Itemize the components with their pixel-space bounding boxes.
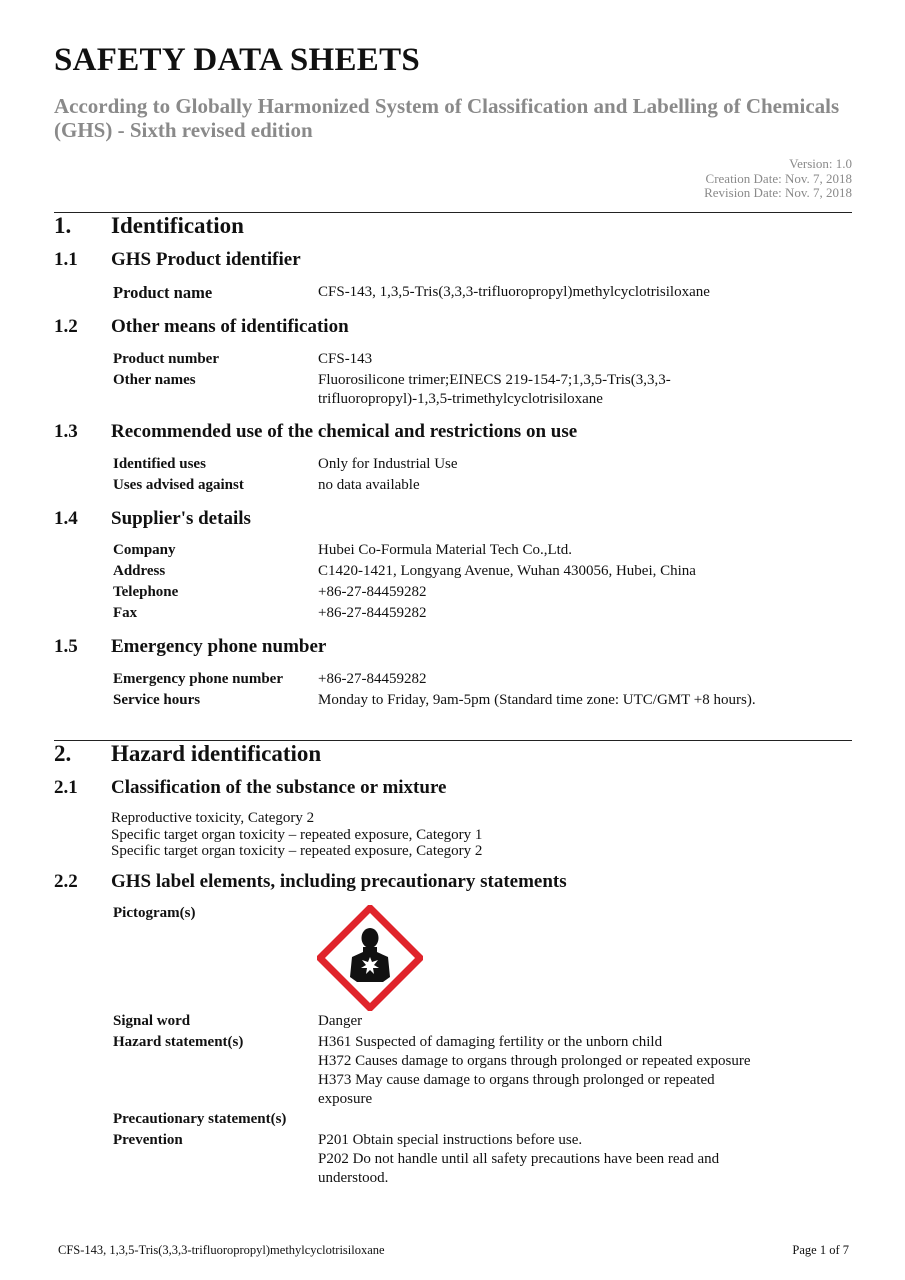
field-value: Only for Industrial Use xyxy=(318,456,458,472)
subsection-title: GHS label elements, including precautionary statements xyxy=(111,871,567,892)
section-1-2-heading xyxy=(54,316,349,338)
subsection-title: GHS Product identifier xyxy=(111,249,301,270)
field-value: CFS-143 xyxy=(318,351,373,367)
field-value: no data available xyxy=(318,477,420,493)
field-label: Prevention xyxy=(113,1132,183,1148)
hazard-statement: H373 May cause damage to organs through prolonged or repeated exposure xyxy=(318,1072,715,1107)
section-1-4-heading xyxy=(54,508,251,530)
field-value xyxy=(318,1033,798,1109)
precautionary-statement: P201 Obtain special instructions before use. xyxy=(318,1132,583,1148)
field-label: Fax xyxy=(113,605,138,621)
field-label: Product name xyxy=(113,283,213,302)
field-value: Monday to Friday, 9am-5pm (Standard time zone: UTC/GMT +8 hours). xyxy=(318,692,756,708)
field-label: Hazard statement(s) xyxy=(113,1034,244,1050)
field-label: Telephone xyxy=(113,584,179,600)
field-value: Hubei Co-Formula Material Tech Co.,Ltd. xyxy=(318,542,573,558)
section-number: 1. xyxy=(54,213,72,238)
document-meta xyxy=(704,157,852,201)
field-label: Identified uses xyxy=(113,456,206,472)
field-value: +86-27-84459282 xyxy=(318,671,427,687)
subsection-number: 1.1 xyxy=(54,249,78,270)
field-label: Uses advised against xyxy=(113,477,244,493)
field-value: Danger xyxy=(318,1013,363,1029)
section-1-heading xyxy=(54,213,244,239)
creation-date: Creation Date: Nov. 7, 2018 xyxy=(705,170,852,186)
hazard-statement: H361 Suspected of damaging fertility or the unborn child xyxy=(318,1034,663,1050)
revision-date: Revision Date: Nov. 7, 2018 xyxy=(704,185,852,200)
precautionary-statement: P202 Do not handle until all safety precautions have been read and understood. xyxy=(318,1151,720,1186)
subsection-number: 2.2 xyxy=(54,871,78,892)
field-label: Other names xyxy=(113,372,196,388)
section-title: Identification xyxy=(111,213,244,238)
subsection-title: Other means of identification xyxy=(111,316,349,337)
field-value: +86-27-84459282 xyxy=(318,584,427,600)
subsection-number: 2.1 xyxy=(54,777,78,798)
subsection-number: 1.3 xyxy=(54,421,78,442)
field-label: Address xyxy=(113,563,166,579)
field-label: Pictogram(s) xyxy=(113,905,196,921)
section-1-3-heading xyxy=(54,421,577,443)
footer-product-name: CFS-143, 1,3,5-Tris(3,3,3-trifluoropropyl)methylcyclotrisiloxane xyxy=(58,1243,385,1257)
subsection-number: 1.2 xyxy=(54,316,78,337)
subsection-title: Recommended use of the chemical and restrictions on use xyxy=(111,421,578,442)
subsection-title: Supplier's details xyxy=(111,508,251,529)
classification-list xyxy=(111,810,482,860)
field-label: Company xyxy=(113,542,176,558)
hazard-statement: H372 Causes damage to organs through prolonged or repeated exposure xyxy=(318,1053,751,1069)
subsection-title: Emergency phone number xyxy=(111,636,327,657)
classification-item: Specific target organ toxicity – repeated exposure, Category 1 xyxy=(111,826,483,843)
version-text: Version: 1.0 xyxy=(789,156,852,171)
field-label: Product number xyxy=(113,351,219,367)
document-subtitle: According to Globally Harmonized System of Classification and Labelling of Chemicals (GHS) - Sixth revised edition xyxy=(54,94,840,142)
sds-page xyxy=(54,0,852,1280)
classification-item: Specific target organ toxicity – repeated exposure, Category 2 xyxy=(111,843,483,859)
section-1-5-heading xyxy=(54,636,326,658)
subsection-number: 1.4 xyxy=(54,508,78,529)
field-value xyxy=(318,1131,778,1188)
section-2-heading xyxy=(54,741,321,767)
page-number: Page 1 of 7 xyxy=(792,1243,849,1257)
field-value: C1420-1421, Longyang Avenue, Wuhan 430056, Hubei, China xyxy=(318,563,696,579)
field-label: Service hours xyxy=(113,692,201,708)
subsection-number: 1.5 xyxy=(54,636,78,657)
section-2-2-heading xyxy=(54,871,567,893)
section-1-1-heading xyxy=(54,249,301,271)
field-value: +86-27-84459282 xyxy=(318,605,427,621)
document-title: SAFETY DATA SHEETS xyxy=(54,42,421,78)
section-2-1-heading xyxy=(54,777,446,799)
field-value: Fluorosilicone trimer;EINECS 219-154-7;1,3,5-Tris(3,3,3-trifluoropropyl)-1,3,5-trimethylcyclotrisiloxane xyxy=(318,372,671,407)
classification-item: Reproductive toxicity, Category 2 xyxy=(111,810,315,826)
section-title: Hazard identification xyxy=(111,741,322,766)
subsection-title: Classification of the substance or mixture xyxy=(111,777,447,798)
field-label: Signal word xyxy=(113,1013,191,1029)
section-number: 2. xyxy=(54,741,72,766)
ghs08-health-hazard-icon xyxy=(317,905,423,1011)
field-label: Precautionary statement(s) xyxy=(113,1111,287,1127)
field-value: CFS-143, 1,3,5-Tris(3,3,3-trifluoropropyl)methylcyclotrisiloxane xyxy=(318,284,710,300)
field-label: Emergency phone number xyxy=(113,671,283,687)
